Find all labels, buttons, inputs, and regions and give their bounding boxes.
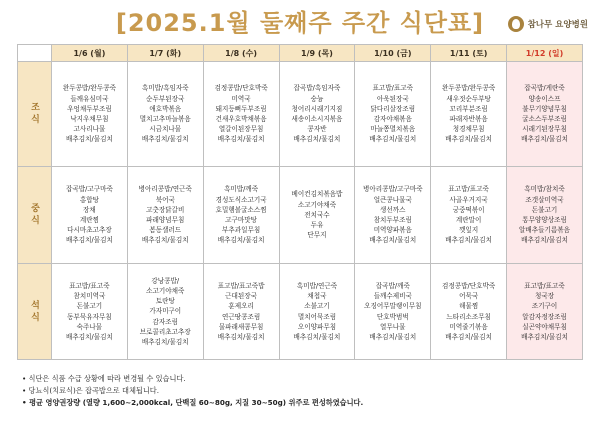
menu-item: 표고밥/표고죽: [448, 185, 489, 194]
menu-item: 잡곡밥/게란죽: [524, 84, 565, 93]
menu-cell: [52, 62, 128, 167]
hospital-name: 참나무 요양병원: [527, 20, 588, 30]
menu-item: 건새우호박채볶음: [215, 115, 267, 123]
menu-item: 소불고기: [304, 302, 330, 311]
menu-item: 애호박볶음: [149, 104, 182, 113]
menu-item: 가자미구이: [149, 307, 182, 316]
menu-item: 동부묵유자무침: [67, 312, 112, 321]
menu-item: 고사리나물: [73, 125, 106, 134]
menu-table: [17, 44, 583, 360]
menu-item: 배추김치/물김치: [445, 135, 493, 144]
menu-item: 생선까스: [380, 205, 406, 214]
menu-item: 숙주나물: [76, 322, 103, 331]
menu-item: 흑미밥/참치죽: [524, 185, 565, 194]
menu-item: 배추김치/물김치: [217, 332, 265, 341]
menu-item: 배추김치/물김치: [141, 236, 189, 245]
menu-item: 멸치고추마늘볶음: [139, 115, 191, 123]
menu-item: 배추김치/물김치: [369, 236, 417, 245]
menu-item: 닭다리살장조림: [370, 104, 416, 113]
meal-label-dinner: 석식: [18, 264, 52, 360]
menu-item: 표고밥/표고죽밥: [217, 281, 265, 290]
menu-item: 오이양파무침: [297, 322, 337, 331]
menu-item: 부추과일무침: [222, 226, 261, 235]
menu-item: 감자조림: [152, 317, 178, 326]
menu-item: 양송이스프: [528, 94, 561, 103]
menu-item: 청어리시래기지짐: [291, 104, 343, 113]
meal-label-lunch: 중식: [18, 167, 52, 264]
menu-item: 아욱된장국: [376, 94, 409, 103]
menu-item: 오징어무말랭이무침: [364, 302, 422, 311]
bullet-icon: •: [22, 398, 30, 407]
menu-item: 근대된장국: [225, 292, 258, 301]
day-header: 1/7 (화): [127, 45, 203, 62]
acorn-logo-icon: [508, 16, 524, 32]
menu-item: 흑미밥/깨죽: [224, 185, 259, 194]
menu-cell: [431, 167, 507, 264]
menu-item: 브로콜리초고추장: [139, 327, 191, 336]
menu-item: 참치두부조림: [373, 216, 412, 224]
menu-item: 불무기양념무침: [522, 104, 567, 113]
menu-item: 배추김치/물김치: [521, 332, 568, 341]
menu-item: 배추김치/물김치: [217, 135, 265, 144]
menu-item: 낙지우채무침: [70, 115, 109, 123]
page-title: [2025.1월 둘째주 주간 식단표]: [115, 9, 485, 37]
menu-item: 마늘쫑멸치볶음: [370, 125, 416, 134]
menu-item: 배추김치/물김치: [141, 135, 189, 144]
menu-item: 알배추들기름볶음: [519, 226, 571, 235]
hospital-logo: [508, 12, 588, 36]
menu-item: 조기구이: [531, 302, 558, 311]
menu-item: 돈불고기: [76, 302, 103, 311]
menu-item: 표고밥/표고죽: [524, 281, 565, 290]
menu-cell: [52, 167, 128, 264]
menu-item: 표고밥/표고죽: [372, 84, 414, 93]
menu-item: 단무지: [307, 231, 327, 240]
dinner-row: [18, 264, 583, 360]
menu-item: 새우젓순두부탕: [446, 94, 491, 103]
day-header: 1/10 (금): [355, 45, 431, 62]
menu-item: 사골우거지국: [449, 195, 488, 204]
menu-item: 순두부된장국: [146, 94, 185, 103]
menu-item: 배추김치/물김치: [293, 332, 341, 341]
menu-item: 궁중떡볶이: [452, 205, 485, 214]
menu-item: 전치국수: [304, 210, 330, 219]
menu-cell-sunday: [507, 62, 583, 167]
menu-cell: [127, 264, 203, 360]
menu-item: 열무나물: [380, 322, 406, 331]
menu-item: 열갈이된장무침: [218, 125, 264, 134]
menu-cell: [127, 62, 203, 167]
menu-item: 시래기된장무침: [522, 125, 567, 134]
menu-item: 경성도식소고기국: [215, 195, 267, 204]
menu-item: 배추김치/물김치: [445, 332, 493, 341]
menu-item: 강낭콩밥/: [151, 276, 180, 285]
menu-item: 얼큰콩나물국: [373, 195, 412, 204]
menu-cell: [355, 264, 431, 360]
bullet-icon: •: [22, 374, 29, 383]
menu-item: 들깨유심미국: [70, 94, 109, 103]
menu-item: 어묵국: [459, 292, 479, 301]
day-header: 1/11 (토): [431, 45, 507, 62]
menu-item: 깻잎지: [459, 226, 479, 235]
menu-item: 배추김치/물김치: [369, 332, 417, 341]
menu-item: 배추김치/물김치: [369, 135, 417, 144]
menu-item: 조갯살미역국: [525, 195, 564, 204]
note-item: • 평균 영양권장량 (열량 1,600~2,000kcal, 단백질 60~80g, 지질 30~50g) 위주로 편성하였습니다.: [22, 398, 364, 407]
menu-cell: [279, 264, 355, 360]
menu-item: 배추김치/물김치: [521, 236, 568, 245]
menu-item: 배추김치/물김치: [293, 135, 341, 144]
menu-item: 완두콩밥/완두콩죽: [62, 84, 117, 93]
menu-item: 파래양념무침: [146, 216, 185, 224]
menu-item: 채첩국: [307, 292, 327, 301]
menu-item: 토란탕: [155, 297, 175, 306]
menu-cell: [431, 264, 507, 360]
menu-item: 흑미밥/흑임자죽: [141, 84, 189, 93]
note-item: • 식단은 식품 수급 상황에 따라 변경될 수 있습니다.: [22, 374, 186, 383]
menu-item: 계란말이: [455, 216, 482, 224]
menu-item: 두유: [310, 221, 324, 230]
menu-item: 소고기야채죽: [146, 286, 185, 295]
menu-item: 배추김치/물김치: [66, 135, 113, 144]
menu-item: 청국장: [534, 292, 555, 301]
menu-item: 배추김치/물김치: [66, 236, 113, 245]
menu-item: 고구마맛탕: [225, 216, 258, 224]
menu-item: 파래자반볶음: [449, 115, 488, 123]
menu-item: 미역양파볶음: [373, 226, 412, 235]
menu-item: 호밀햄볼굴소스찜: [215, 205, 267, 214]
day-header: 1/8 (수): [203, 45, 279, 62]
menu-item: 고춧장닭갈비: [146, 205, 185, 214]
menu-item: 검정콩밥/단호박죽: [214, 84, 268, 93]
menu-item: 연근땅콩조림: [222, 312, 261, 321]
menu-item: 꼬리부분조림: [449, 104, 488, 113]
menu-item: 알감자정장조림: [522, 312, 567, 321]
menu-cell: [355, 167, 431, 264]
menu-cell-sunday: [507, 264, 583, 360]
menu-item: 시금치나물: [149, 125, 182, 134]
menu-item: 홍합탕: [79, 195, 99, 204]
menu-cell: [203, 264, 279, 360]
menu-cell: [52, 264, 128, 360]
menu-item: 새송이소시지볶음: [291, 115, 343, 123]
bullet-icon: •: [22, 386, 29, 395]
menu-item: 표고밥/표고죽: [69, 281, 110, 290]
menu-item: 단호박범벅: [376, 312, 409, 321]
menu-cell: [431, 62, 507, 167]
menu-item: 훈제오리: [228, 302, 254, 311]
menu-item: 숭늉: [310, 94, 324, 103]
menu-cell-sunday: [507, 167, 583, 264]
menu-item: 소고기야채죽: [297, 200, 337, 209]
menu-item: 미역국: [231, 94, 251, 103]
menu-item: 잡곡밥/깨죽: [375, 281, 410, 290]
menu-cell: [203, 167, 279, 264]
menu-item: 배추김치/물김치: [521, 135, 568, 144]
menu-item: 다시마초고추장: [67, 226, 112, 235]
menu-cell: [355, 62, 431, 167]
menu-cell: [203, 62, 279, 167]
menu-item: 해물찜: [459, 302, 479, 311]
menu-item: 흑미밥/연근죽: [296, 281, 338, 290]
menu-item: 검정콩밥/단호박죽: [442, 281, 496, 290]
lunch-row: [18, 167, 583, 264]
menu-item: 잡곡밥/고구마죽: [66, 185, 113, 194]
menu-item: 청경채무침: [452, 125, 485, 134]
menu-item: 계란찜: [79, 216, 99, 224]
note-item: • 당뇨식(치료식)은 잡곡밥으로 대체됩니다.: [22, 386, 160, 395]
menu-item: 배추김치/물김치: [66, 332, 113, 341]
menu-item: 배추김치/물김치: [141, 338, 189, 346]
menu-item: 돈불고기: [531, 205, 558, 214]
menu-item: 완두콩밥/완두콩죽: [442, 84, 496, 93]
notes: [22, 373, 363, 409]
corner-cell: [18, 45, 52, 62]
menu-item: 봄동샐러드: [149, 226, 182, 235]
menu-item: 멸치어묵조림: [297, 312, 337, 321]
menu-item: 병아리콩밥/연근죽: [138, 185, 192, 194]
menu-cell: [279, 167, 355, 264]
menu-cell: [279, 62, 355, 167]
menu-item: 물파래새콤무침: [218, 322, 264, 331]
menu-item: 병아리콩밥/고구마죽: [363, 185, 423, 194]
day-header-sunday: 1/12 (일): [507, 45, 583, 62]
menu-item: 들깨수제비국: [373, 292, 412, 301]
menu-item: 실곤약야채무침: [522, 322, 567, 331]
menu-item: 참치미역국: [73, 292, 106, 301]
day-header-row: [18, 45, 583, 62]
menu-item: 콩자반: [307, 125, 327, 134]
menu-item: 통무양양상조림: [522, 216, 567, 224]
menu-item: 우엉채두부조림: [67, 104, 112, 113]
menu-item: 돼지등뼈두부조림: [215, 104, 267, 113]
menu-item: 잡곡밥/흑임자죽: [293, 84, 341, 93]
menu-item: 장채: [83, 205, 96, 214]
menu-item: 베이컨김치볶음밥: [291, 190, 343, 199]
menu-item: 배추김치/물김치: [445, 236, 493, 245]
menu-cell: [127, 167, 203, 264]
menu-item: 미역줄기볶음: [449, 322, 488, 331]
meal-label-breakfast: 조식: [18, 62, 52, 167]
day-header: 1/6 (월): [52, 45, 128, 62]
menu-item: 북어국: [155, 195, 175, 204]
menu-item: 굴소스두부조림: [522, 115, 567, 123]
breakfast-row: [18, 62, 583, 167]
day-header: 1/9 (목): [279, 45, 355, 62]
header: [0, 6, 600, 42]
menu-item: 감자야채볶음: [373, 115, 412, 123]
menu-item: 배추김치/물김치: [217, 236, 265, 245]
menu-item: 느타리소조무침: [446, 312, 491, 321]
